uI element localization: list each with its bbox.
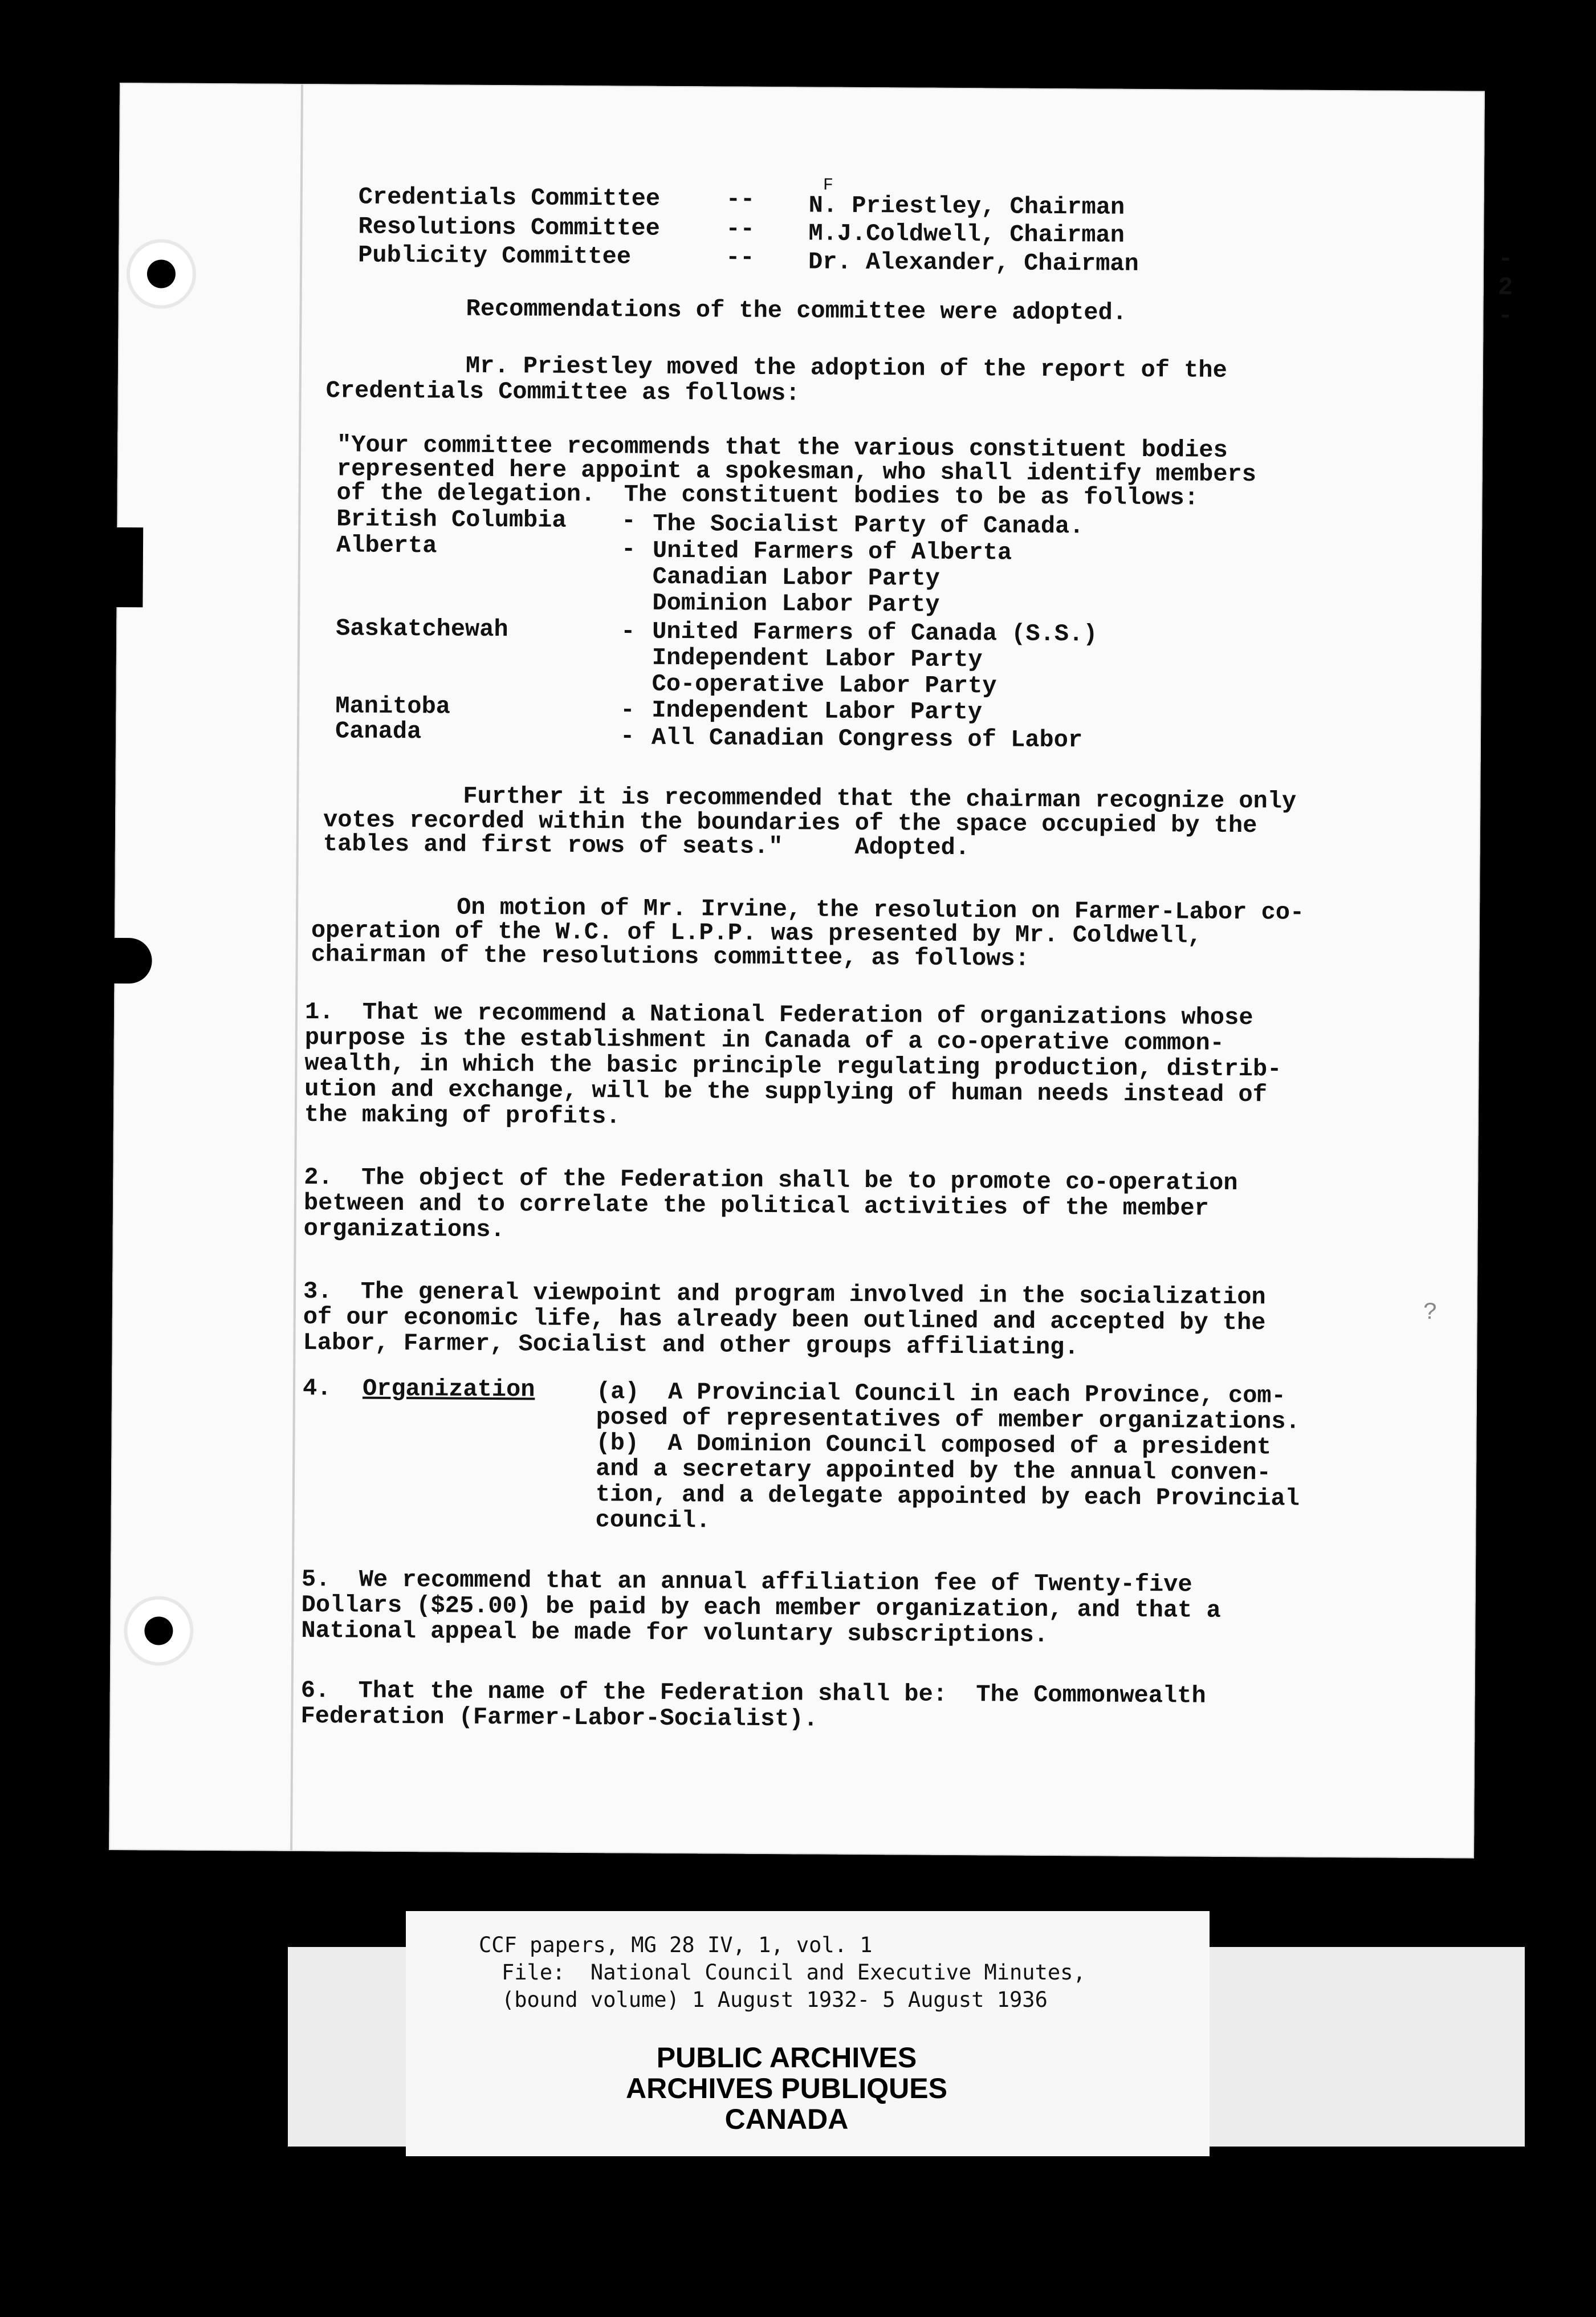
text-line: Labor, Farmer, Socialist and other groups affiliating. bbox=[303, 1329, 1079, 1361]
text-line: Federation (Farmer-Labor-Socialist). bbox=[300, 1702, 818, 1733]
item-number: 4. bbox=[302, 1375, 332, 1403]
text-line: 5. We recommend that an annual affiliation fee of Twenty-five bbox=[301, 1565, 1192, 1599]
page-notch bbox=[112, 938, 152, 983]
text-line: votes recorded within the boundaries of the space occupied by the bbox=[323, 806, 1257, 840]
text-line: 2. The object of the Federation shall be to promote co-operation bbox=[304, 1164, 1238, 1197]
constituent-province: Manitoba bbox=[335, 692, 451, 721]
constituent-body: Canadian Labor Party bbox=[652, 563, 940, 592]
text-line: chairman of the resolutions committee, as follows: bbox=[311, 941, 1030, 973]
constituent-dash: - bbox=[620, 696, 635, 724]
constituent-dash: - bbox=[620, 617, 636, 645]
constituent-body: The Socialist Party of Canada. bbox=[653, 510, 1084, 540]
archive-ref-line: CCF papers, MG 28 IV, 1, vol. 1 bbox=[479, 1933, 873, 1957]
text-line: "Your committee recommends that the various constituent bodies bbox=[336, 431, 1228, 464]
text-line: 6. That the name of the Federation shall be: The Commonwealth bbox=[300, 1676, 1206, 1710]
constituent-dash: - bbox=[620, 722, 635, 750]
text-line: the making of profits. bbox=[304, 1101, 621, 1131]
stamp-line: PUBLIC ARCHIVES bbox=[656, 2042, 917, 2074]
committee-chair: M.J.Coldwell, Chairman bbox=[808, 219, 1125, 249]
constituent-body: United Farmers of Canada (S.S.) bbox=[652, 617, 1098, 648]
text-line: 1. That we recommend a National Federation of organizations whose bbox=[304, 998, 1253, 1032]
committee-name: Resolutions Committee bbox=[358, 213, 660, 242]
text-line: Mr. Priestley moved the adoption of the report of the bbox=[465, 352, 1227, 384]
stamp-line: ARCHIVES PUBLIQUES bbox=[626, 2072, 947, 2104]
text-line: (a) A Provincial Council in each Province, com- bbox=[596, 1378, 1286, 1410]
text-line: On motion of Mr. Irvine, the resolution on Farmer-Labor co- bbox=[457, 893, 1305, 926]
committee-chair: N. Priestley, Chairman bbox=[808, 192, 1125, 221]
text-line: purpose is the establishment in Canada of a co-operative common- bbox=[304, 1024, 1224, 1057]
constituent-body: United Farmers of Alberta bbox=[652, 536, 1012, 567]
committee-chair: Dr. Alexander, Chairman bbox=[808, 248, 1139, 278]
committee-name: Credentials Committee bbox=[358, 183, 661, 213]
recommendations-adopted: Recommendations of the committee were adopted. bbox=[466, 295, 1127, 327]
text-line: between and to correlate the political activities of the member bbox=[303, 1189, 1209, 1222]
text-line: Credentials Committee as follows: bbox=[325, 377, 800, 408]
handwritten-initial: F bbox=[823, 176, 834, 196]
document-page bbox=[109, 83, 1513, 1859]
text-line: and a secretary appointed by the annual conven- bbox=[596, 1455, 1271, 1487]
text-line: Dollars ($25.00) be paid by each member organization, and that a bbox=[301, 1591, 1221, 1624]
committee-list bbox=[120, 83, 1485, 278]
page-number: - 2 - bbox=[1497, 245, 1513, 331]
constituent-province: British Columbia bbox=[336, 505, 567, 534]
constituent-province: Saskatchewah bbox=[336, 615, 508, 644]
text-line: (b) A Dominion Council composed of a president bbox=[596, 1429, 1272, 1461]
constituent-body: Dominion Labor Party bbox=[652, 589, 940, 619]
committee-sep: -- bbox=[726, 243, 755, 271]
item-heading: Organization bbox=[362, 1375, 535, 1404]
binder-hole-bottom bbox=[127, 1599, 190, 1662]
constituent-dash: - bbox=[621, 507, 636, 535]
text-line: posed of representatives of member organizations. bbox=[596, 1404, 1300, 1436]
archive-ref-line: File: National Council and Executive Minutes, bbox=[502, 1960, 1086, 1985]
constituent-province: Alberta bbox=[336, 531, 437, 560]
constituent-province: Canada bbox=[335, 717, 422, 746]
committee-sep: -- bbox=[726, 185, 755, 213]
text-line: tion, and a delegate appointed by each Provincial bbox=[595, 1481, 1300, 1513]
text-line: operation of the W.C. of L.P.P. was presented by Mr. Coldwell, bbox=[311, 917, 1202, 950]
text-line: council. bbox=[595, 1506, 711, 1535]
text-line: ution and exchange, will be the supplying of human needs instead of bbox=[304, 1075, 1268, 1109]
text-line: National appeal be made for voluntary subscriptions. bbox=[301, 1616, 1049, 1649]
text-line: of our economic life, has already been outlined and accepted by the bbox=[303, 1303, 1266, 1337]
margin-mark: ? bbox=[1423, 1299, 1438, 1327]
committee-name: Publicity Committee bbox=[358, 241, 632, 271]
text-line: 3. The general viewpoint and program involved in the socialization bbox=[303, 1278, 1266, 1311]
text-line: of the delegation. The constituent bodies to be as follows: bbox=[336, 479, 1199, 512]
text-line: represented here appoint a spokesman, who shall identify members bbox=[336, 455, 1257, 489]
binder-hole-top bbox=[130, 242, 193, 306]
text-line: organizations. bbox=[303, 1215, 505, 1244]
committee-sep: -- bbox=[726, 215, 755, 243]
constituent-body: Co-operative Labor Party bbox=[652, 670, 997, 700]
constituent-body: Independent Labor Party bbox=[652, 696, 983, 726]
text-line: tables and first rows of seats." Adopted. bbox=[323, 830, 970, 862]
archive-ref-line: (bound volume) 1 August 1932- 5 August 1936 bbox=[502, 1987, 1048, 2012]
text-line: Further it is recommended that the chairman recognize only bbox=[463, 782, 1297, 815]
page-notch bbox=[114, 527, 143, 607]
constituent-body: All Canadian Congress of Labor bbox=[651, 723, 1083, 754]
text-line: wealth, in which the basic principle regulating production, distrib- bbox=[304, 1050, 1282, 1083]
stamp-line: CANADA bbox=[724, 2103, 849, 2135]
constituent-body: Independent Labor Party bbox=[652, 644, 983, 674]
constituent-dash: - bbox=[621, 535, 636, 563]
